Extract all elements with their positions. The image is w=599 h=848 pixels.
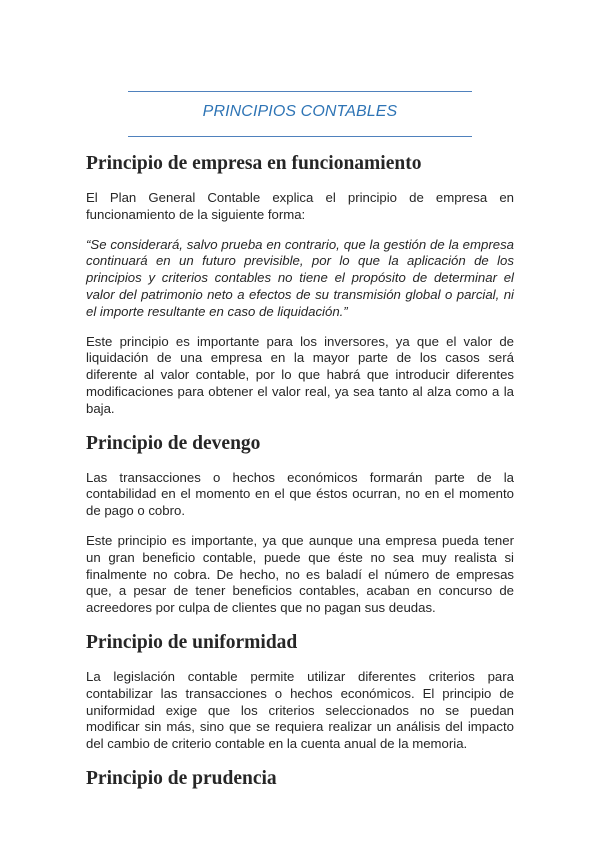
quote-paragraph: “Se considerará, salvo prueba en contrario, que la gestión de la empresa continuará en un futuro previsible, por lo que la aplicación de los principios y criterios contables no tiene el propósito de determinar el valor del patrimonio neto a efectos de su transmisión global o parcial, ni el importe resultante en caso de liquidación.” xyxy=(86,236,514,319)
section-uniformidad xyxy=(86,630,514,753)
section-heading: Principio de devengo xyxy=(86,432,261,454)
section-prudencia xyxy=(86,766,514,792)
paragraph: Las transacciones o hechos económicos formarán parte de la contabilidad en el momento en el que éstos ocurran, no en el momento de pago o cobro. xyxy=(86,469,514,519)
paragraph: El Plan General Contable explica el principio de empresa en funcionamiento de la siguiente forma: xyxy=(86,190,514,222)
title-rule-top xyxy=(128,91,472,92)
section-heading: Principio de uniformidad xyxy=(86,631,298,653)
paragraph: La legislación contable permite utilizar diferentes criterios para contabilizar las transacciones o hechos económicos. El principio de uniformidad exige que los criterios seleccionados no se puedan modificar sin más, sino que se requiera realizar un análisis del impacto del cambio de criterio contable en la cuenta anual de la memoria. xyxy=(86,668,514,752)
document-title: PRINCIPIOS CONTABLES xyxy=(202,103,398,120)
paragraph: Este principio es importante, ya que aunque una empresa pueda tener un gran beneficio contable, puede que éste no sea muy realista si finalmente no cobra. De hecho, no es baladí el número de empresas que, a pesar de tener beneficios contables, acaban en concurso de acreedores por culpa de clientes que no pagan sus deudas. xyxy=(86,532,514,616)
section-empresa-en-funcionamiento xyxy=(86,151,514,418)
paragraph: Este principio es importante para los inversores, ya que el valor de liquidación de una empresa en la mayor parte de los casos será diferente al valor contable, por lo que habrá que introducir diferentes modificaciones para obtener el valor real, ya sea tanto al alza como a la baja. xyxy=(86,333,514,416)
section-heading: Principio de empresa en funcionamiento xyxy=(86,153,422,174)
document-body xyxy=(86,151,514,805)
title-rule-bottom xyxy=(128,136,472,137)
section-devengo xyxy=(86,431,514,617)
section-heading: Principio de prudencia xyxy=(86,767,277,789)
